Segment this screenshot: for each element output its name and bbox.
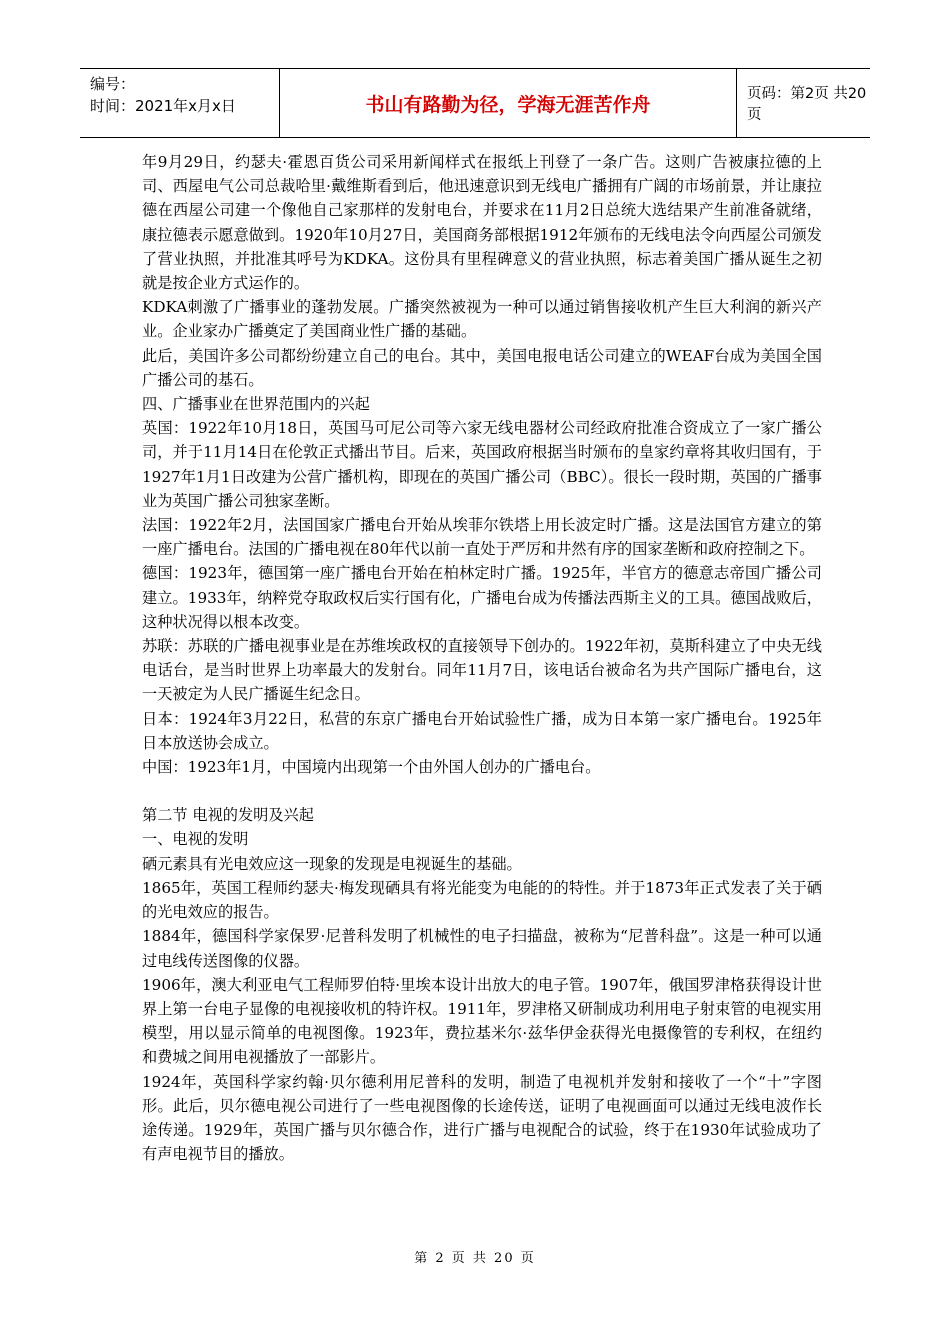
paragraph: 1884年，德国科学家保罗·尼普科发明了机械性的电子扫描盘，被称为“尼普科盘”。这是一种可以通过电线传送图像的仪器。 bbox=[142, 927, 822, 970]
chapter-heading: 第二节 电视的发明及兴起 bbox=[142, 806, 314, 825]
paragraph: 中国：1923年1月，中国境内出现第一个由外国人创办的广播电台。 bbox=[142, 758, 601, 777]
page-header bbox=[80, 68, 870, 138]
section-heading: 四、广播事业在世界范围内的兴起 bbox=[142, 395, 370, 414]
paragraph: 此后，美国许多公司都纷纷建立自己的电台。其中，美国电报电话公司建立的WEAF台成为美国全国广播公司的基石。 bbox=[142, 346, 822, 389]
number-label: 编号： bbox=[90, 75, 136, 93]
paragraph: 1924年，英国科学家约翰·贝尔德利用尼普科的发明，制造了电视机并发射和接收了一个“十”字图形。此后，贝尔德电视公司进行了一些电视图像的长途传送，证明了电视画面可以通过无线电波作长途传递。1929年，英国广播与贝尔德合作，进行广播与电视配合的试验，终于在1930年试验成功了有声电视节目的播放。 bbox=[142, 1072, 822, 1164]
paragraph: 1906年，澳大利亚电气工程师罗伯特·里埃本设计出放大的电子管。1907年，俄国罗津格获得设计世界上第一台电子显像的电视接收机的特许权。1911年，罗津格又研制成功利用电子射束管的电视实用模型，用以显示简单的电视图像。1923年，费拉基米尔·兹华伊金获得光电摄像管的专利权，在纽约和费城之间用电视播放了一部影片。 bbox=[142, 975, 822, 1067]
paragraph: 德国：1923年，德国第一座广播电台开始在柏林定时广播。1925年，半官方的德意志帝国广播公司建立。1933年，纳粹党夺取政权后实行国有化，广播电台成为传播法西斯主义的工具。德国战败后，这种状况得以根本改变。 bbox=[142, 564, 822, 631]
date-label: 时间：2021年x月x日 bbox=[90, 97, 236, 115]
paragraph: 法国：1922年2月，法国国家广播电台开始从埃菲尔铁塔上用长波定时广播。这是法国官方建立的第一座广播电台。法国的广播电视在80年代以前一直处于严厉和井然有序的国家垄断和政府控制之下。 bbox=[142, 516, 822, 559]
paragraph: 英国：1922年10月18日，英国马可尼公司等六家无线电器材公司经政府批准合资成立了一家广播公司，并于11月14日在伦敦正式播出节目。后来，英国政府根据当时颁布的皇家约章将其收归国有，于1927年1月1日改建为公营广播机构，即现在的英国广播公司（BBC）。很长一段时期，英国的广播事业为英国广播公司独家垄断。 bbox=[142, 419, 822, 510]
page-footer: 第 2 页 共 20 页 bbox=[414, 1251, 536, 1266]
paragraph: 苏联：苏联的广播电视事业是在苏维埃政权的直接领导下创办的。1922年初，莫斯科建立了中央无线电话台，是当时世界上功率最大的发射台。同年11月7日，该电话台被命名为共产国际广播电台，这一天被定为人民广播诞生纪念日。 bbox=[142, 637, 822, 704]
document-body bbox=[142, 150, 822, 1166]
section-heading: 一、电视的发明 bbox=[142, 830, 249, 849]
paragraph: 年9月29日，约瑟夫·霍恩百货公司采用新闻样式在报纸上刊登了一条广告。这则广告被康拉德的上司、西屋电气公司总裁哈里·戴维斯看到后，他迅速意识到无线电广播拥有广阔的市场前景，并让康拉德在西屋公司建一个像他自己家那样的发射电台，并要求在11月2日总统大选结果产生前准备就绪，康拉德表示愿意做到。1920年10月27日，美国商务部根据1912年颁布的无线电法令向西屋公司颁发了营业执照，并批准其呼号为KDKA。这份具有里程碑意义的营业执照，标志着美国广播从诞生之初就是按企业方式运作的。 bbox=[142, 153, 822, 293]
paragraph: 硒元素具有光电效应这一现象的发现是电视诞生的基础。 bbox=[142, 854, 522, 873]
header-meta bbox=[80, 69, 280, 137]
header-page-label: 页码：第2页 共20页 bbox=[747, 86, 867, 123]
paragraph: KDKA刺激了广播事业的蓬勃发展。广播突然被视为一种可以通过销售接收机产生巨大利润的新兴产业。企业家办广播奠定了美国商业性广播的基础。 bbox=[142, 298, 822, 341]
header-motto: 书山有路勤为径，学海无涯苦作舟 bbox=[280, 69, 737, 137]
paragraph: 日本：1924年3月22日，私营的东京广播电台开始试验性广播，成为日本第一家广播电台。1925年日本放送协会成立。 bbox=[142, 709, 822, 752]
paragraph: 1865年，英国工程师约瑟夫·梅发现硒具有将光能变为电能的的特性。并于1873年正式发表了关于硒的光电效应的报告。 bbox=[142, 878, 822, 922]
